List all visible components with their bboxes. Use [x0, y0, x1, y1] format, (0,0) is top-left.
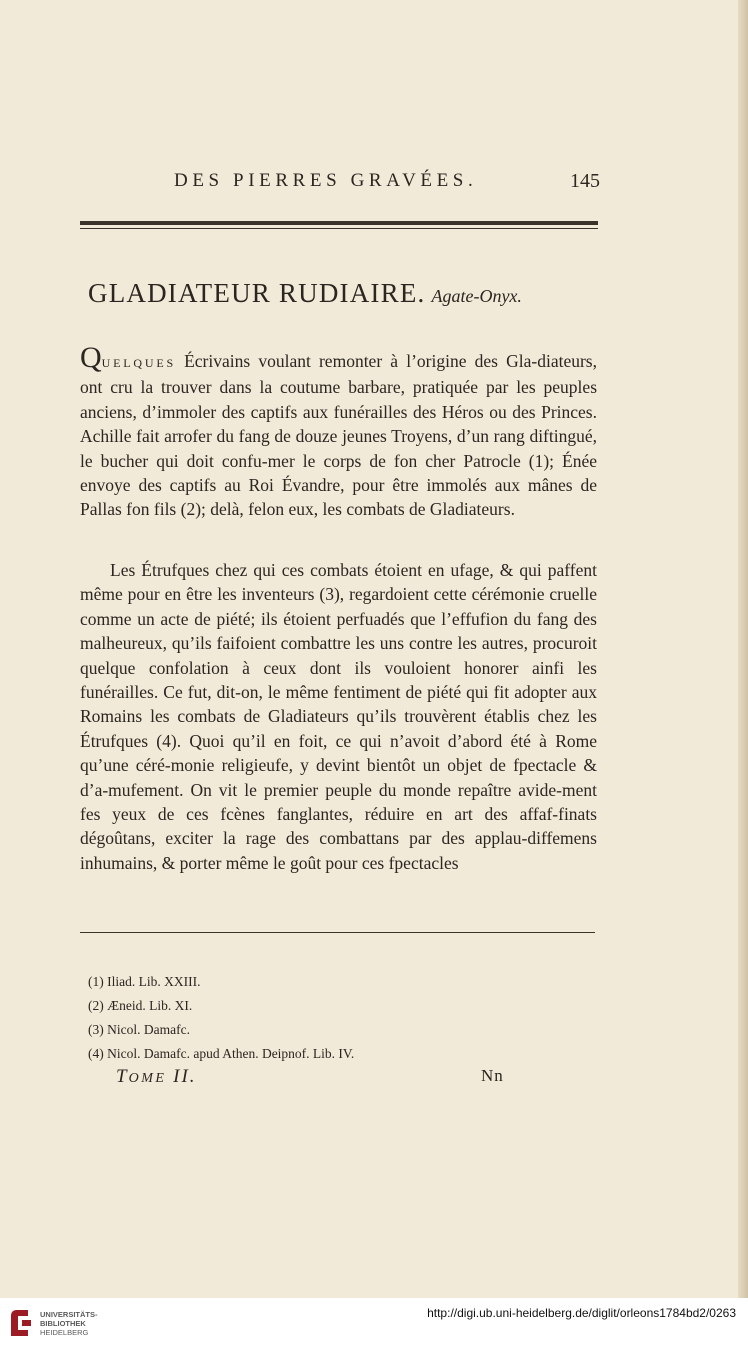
section-title-main: GLADIATEUR RUDIAIRE. [88, 278, 426, 308]
page-number: 145 [570, 170, 600, 192]
viewer-footer [0, 1298, 748, 1352]
drop-cap: Q [80, 341, 102, 374]
footnote-rule [80, 932, 595, 933]
signature-line [116, 1066, 596, 1092]
footnote-1: (1) Iliad. Lib. XXIII. [88, 974, 201, 989]
permalink-url[interactable]: http://digi.ub.uni-heidelberg.de/diglit/orleons1784bd2/0263 [427, 1306, 736, 1320]
running-head [88, 170, 600, 200]
library-logo-icon [8, 1306, 34, 1340]
small-caps-word: UELQUES [101, 356, 176, 370]
page-edge [738, 0, 748, 1298]
paragraph-1 [80, 341, 597, 522]
section-title [88, 278, 608, 309]
section-title-material: Agate-Onyx. [431, 286, 522, 306]
library-name-line-1: UNIVERSITÄTS- [40, 1310, 98, 1319]
header-rule-thick [80, 221, 598, 225]
paragraph-1-text: Écrivains voulant remonter à l’origine des Gla-diateurs, ont cru la trouver dans la coutume barbare, pratiquée par les peuples anciens, d’immoler des captifs aux funérailles des Héros ou des Princes. Achille fait arrofer du fang de douze jeunes Troyens, d’un rang diftingué, le bucher qui doit confu-mer le corps de fon cher Patrocle (1); Énée envoye des captifs au Roi Évandre, pour être immolés aux mânes de Pallas fon fils (2); delà, felon eux, les combats de Gladiateurs. [80, 351, 597, 520]
library-name-line-2: BIBLIOTHEK [40, 1319, 86, 1328]
paragraph-2: Les Étrufques chez qui ces combats étoient en ufage, & qui paffent même pour en être les inventeurs (3), regardoient cette cérémonie cruelle comme un acte de piété; ils étoient perfuadés que l’effufion du fang des malheureux, qu’ils faifoient combattre les uns contre les autres, procuroit quelque confolation à ceux dont ils vouloient honorer ainfi les funérailles. Ce fut, dit-on, le même fentiment de piété qui fit adopter aux Romains les combats de Gladiateurs qu’ils trouvèrent établis chez les Étrufques (4). Quoi qu’il en foit, ce qui n’avoit d’abord été à Rome qu’une céré-monie religieufe, y devint bientôt un objet de fpectacle & d’a-mufement. On vit le premier peuple du monde repaître avide-ment fes yeux de ces fcènes fanglantes, réduire en art des affaf-finats dégoûtans, exciter la rage des combattans par des applau-diffemens inhumains, & porter même le goût pour ces fpectacles [80, 560, 597, 873]
running-head-title: DES PIERRES GRAVÉES. [174, 170, 478, 191]
library-name [40, 1310, 98, 1337]
footnote-2: (2) Æneid. Lib. XI. [88, 998, 193, 1013]
signature-mark: Nn [481, 1066, 504, 1085]
header-rule-thin [80, 228, 598, 229]
library-name-line-3: HEIDELBERG [40, 1328, 89, 1337]
volume-label-initial: T [116, 1066, 129, 1087]
footnotes [88, 970, 588, 1066]
volume-label [116, 1066, 197, 1088]
volume-number: II. [166, 1066, 197, 1087]
footnote-3: (3) Nicol. Damafc. [88, 1022, 190, 1037]
footnote-4: (4) Nicol. Damafc. apud Athen. Deipnof. Lib. IV. [88, 1046, 355, 1061]
volume-label-rest: OME [128, 1071, 167, 1086]
